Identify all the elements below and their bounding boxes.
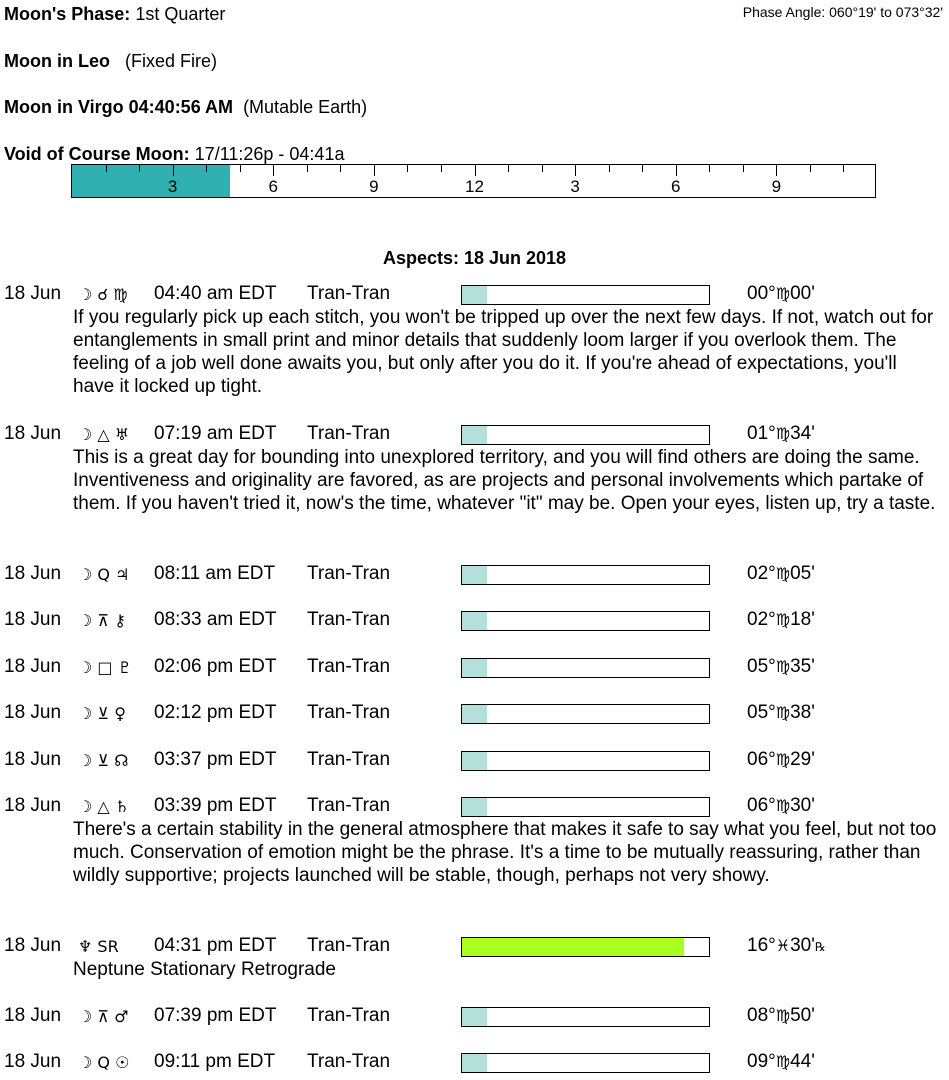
aspect-strength-bar	[461, 937, 710, 957]
timeline-tick	[508, 165, 509, 172]
aspect-glyphs-icon: ♆ SR	[78, 937, 119, 956]
aspect-time: 02:12 pm EDT	[154, 702, 277, 723]
timeline-hour-label: 9	[771, 177, 782, 196]
timeline-tick	[609, 165, 610, 172]
zodiac-sign-icon: ♍	[775, 750, 791, 769]
aspect-glyphs-icon: ☽ Q ♃	[78, 565, 130, 584]
aspect-row	[0, 1005, 949, 1029]
void-of-course	[4, 144, 344, 165]
aspect-glyphs-icon: ☽ ⊼ ⚷	[78, 611, 126, 630]
position-degrees: 02°	[747, 609, 776, 630]
position-degrees: 09°	[747, 1051, 776, 1072]
aspect-type: Tran-Tran	[307, 935, 391, 956]
aspect-glyphs-icon: ☽ ⊻ ♀	[78, 704, 126, 723]
zodiac-sign-icon: ♍	[775, 657, 791, 676]
timeline-tick	[542, 165, 543, 172]
position-minutes: 05'	[790, 563, 815, 584]
timeline-hour-label: 6	[671, 177, 681, 196]
aspect-type: Tran-Tran	[307, 563, 391, 584]
position-minutes: 35'	[790, 656, 815, 677]
aspect-strength-bar	[461, 704, 710, 724]
aspect-strength-bar	[461, 425, 710, 445]
timeline-tick	[810, 165, 811, 172]
moon-phase-label: Moon's Phase:	[4, 4, 131, 24]
aspect-type: Tran-Tran	[307, 702, 391, 723]
aspect-glyphs-icon: ☽ Q ☉	[78, 1053, 130, 1072]
moon-ingress-label: Moon in Virgo 04:40:56 AM	[4, 97, 234, 117]
timeline-hour-label: 9	[369, 177, 379, 196]
aspect-strength-fill	[462, 798, 487, 816]
timeline-tick	[240, 165, 241, 172]
aspect-strength-bar	[461, 658, 710, 678]
aspect-row	[0, 609, 949, 633]
aspect-time: 07:39 pm EDT	[154, 1005, 277, 1026]
moon-ingress	[4, 97, 367, 118]
timeline-hour-label: 3	[570, 177, 580, 196]
aspect-row	[0, 795, 949, 819]
aspect-strength-fill	[462, 752, 487, 770]
aspect-description: Neptune Stationary Retrograde	[73, 959, 336, 980]
aspect-date: 18 Jun	[4, 656, 62, 677]
aspect-strength-fill	[462, 659, 487, 677]
aspect-time: 02:06 pm EDT	[154, 656, 277, 677]
zodiac-sign-icon: ♍	[775, 610, 791, 629]
timeline-tick	[475, 165, 476, 176]
aspect-row	[0, 935, 949, 959]
aspect-time: 08:11 am EDT	[154, 563, 276, 584]
aspect-date: 18 Jun	[4, 702, 62, 723]
aspect-strength-bar	[461, 565, 710, 585]
aspect-strength-bar	[461, 285, 710, 305]
position-minutes: 18'	[790, 609, 815, 630]
aspect-strength-fill	[462, 938, 684, 956]
position-degrees: 08°	[747, 1005, 776, 1026]
aspect-strength-fill	[462, 705, 487, 723]
timeline-hour-label: 3	[167, 177, 178, 196]
moon-ingress-element: (Mutable Earth)	[243, 97, 368, 117]
timeline-tick	[575, 165, 576, 176]
timeline-tick	[441, 165, 442, 172]
timeline-hour-label: 6	[268, 177, 278, 196]
aspect-position	[747, 423, 815, 445]
position-minutes: 38'	[790, 702, 815, 723]
aspect-position	[747, 795, 815, 817]
position-minutes: 30'	[790, 935, 815, 956]
aspect-type: Tran-Tran	[307, 423, 391, 444]
zodiac-sign-icon: ♍	[775, 564, 791, 583]
timeline-tick	[340, 165, 341, 172]
zodiac-sign-icon: ♓	[775, 936, 791, 955]
aspect-position	[747, 283, 815, 305]
moon-sign-element: (Fixed Fire)	[125, 51, 218, 71]
aspect-type: Tran-Tran	[307, 609, 391, 630]
moon-sign	[4, 51, 217, 72]
aspect-strength-bar	[461, 611, 710, 631]
aspect-date: 18 Jun	[4, 935, 62, 956]
zodiac-sign-icon: ♍	[775, 1006, 791, 1025]
retrograde-icon: ℞	[814, 940, 826, 954]
position-degrees: 02°	[747, 563, 776, 584]
aspect-type: Tran-Tran	[307, 749, 391, 770]
aspect-description: There's a certain stability in the general atmosphere that makes it safe to say what you feel, but not too much. Conservation of emotion might be the phrase. It's a time to be mutually reassuring, rather than wildly supportive; projects launched will be stable, though, perhaps not very showy.	[73, 819, 937, 886]
aspect-glyphs-icon: ☽ ⊻ ☊	[78, 751, 129, 770]
aspect-strength-bar	[461, 797, 710, 817]
position-minutes: 00'	[790, 283, 815, 304]
timeline-tick	[273, 165, 274, 176]
position-minutes: 29'	[790, 749, 815, 770]
aspect-date: 18 Jun	[4, 609, 62, 630]
position-minutes: 44'	[790, 1051, 815, 1072]
aspect-position	[747, 656, 815, 678]
aspect-strength-fill	[462, 1054, 487, 1072]
aspect-time: 04:31 pm EDT	[154, 935, 277, 956]
aspect-strength-fill	[462, 1008, 487, 1026]
timeline-tick	[139, 165, 140, 172]
aspect-row	[0, 656, 949, 680]
position-degrees: 05°	[747, 702, 776, 723]
aspect-date: 18 Jun	[4, 1005, 62, 1026]
aspect-date: 18 Jun	[4, 795, 62, 816]
aspect-row	[0, 749, 949, 773]
aspect-strength-fill	[462, 566, 487, 584]
aspect-strength-fill	[462, 426, 487, 444]
aspect-row	[0, 283, 949, 307]
timeline-tick	[676, 165, 677, 176]
timeline-tick	[843, 165, 844, 172]
position-minutes: 50'	[790, 1005, 815, 1026]
aspect-time: 09:11 pm EDT	[154, 1051, 276, 1072]
aspect-time: 08:33 am EDT	[154, 609, 277, 630]
aspect-strength-bar	[461, 751, 710, 771]
timeline-tick	[307, 165, 308, 172]
timeline-tick	[206, 165, 207, 172]
timeline-tick	[374, 165, 375, 176]
aspect-description: If you regularly pick up each stitch, you won't be tripped up over the next few days. If not, watch out for entanglements in small print and minor details that suddenly loom larger if you overlook them. The feeling of a job well done awaits you, but only after you do it. If you're ahead of expectations, you'll have it locked up tight.	[73, 307, 934, 397]
position-degrees: 06°	[747, 749, 776, 770]
phase-angle: Phase Angle: 060°19' to 073°32'	[742, 4, 943, 20]
aspect-position	[747, 563, 815, 585]
timeline-tick	[776, 165, 777, 176]
aspect-position	[747, 1005, 815, 1027]
aspect-type: Tran-Tran	[307, 656, 391, 677]
aspect-position	[747, 1051, 815, 1073]
moon-phase	[4, 4, 225, 25]
position-degrees: 06°	[747, 795, 776, 816]
position-degrees: 05°	[747, 656, 776, 677]
aspect-type: Tran-Tran	[307, 1051, 391, 1072]
moon-sign-label: Moon in Leo	[4, 51, 110, 71]
aspect-glyphs-icon: ☽ □ ♇	[78, 658, 132, 677]
timeline-tick	[407, 165, 408, 172]
moon-phase-value: 1st Quarter	[135, 4, 226, 24]
position-degrees: 01°	[747, 423, 776, 444]
aspect-description: This is a great day for bounding into unexplored territory, and you will find others are doing the same. Inventiveness and originality are favored, as are projects and personal involvements which partake of them. If you haven't tried it, now's the time, whatever "it" may be. Open your eyes, listen up, try a taste.	[73, 447, 936, 514]
timeline-tick	[709, 165, 710, 172]
zodiac-sign-icon: ♍	[775, 1052, 791, 1071]
aspect-strength-bar	[461, 1007, 710, 1027]
voc-label: Void of Course Moon:	[4, 144, 190, 164]
timeline-tick	[642, 165, 643, 172]
aspect-time: 04:40 am EDT	[154, 283, 277, 304]
aspect-date: 18 Jun	[4, 563, 62, 584]
position-degrees: 00°	[747, 283, 776, 304]
zodiac-sign-icon: ♍	[775, 796, 791, 815]
aspect-position	[747, 749, 815, 771]
aspect-strength-bar	[461, 1053, 710, 1073]
position-minutes: 34'	[790, 423, 815, 444]
aspect-glyphs-icon: ☽ △ ♅	[78, 425, 130, 444]
aspect-position	[747, 609, 815, 631]
aspect-date: 18 Jun	[4, 749, 62, 770]
aspect-row	[0, 702, 949, 726]
aspect-time: 07:19 am EDT	[154, 423, 277, 444]
aspect-date: 18 Jun	[4, 283, 62, 304]
aspect-glyphs-icon: ☽ △ ♄	[78, 797, 130, 816]
aspect-glyphs-icon: ☽ ☌ ♍	[78, 285, 128, 304]
aspect-date: 18 Jun	[4, 1051, 62, 1072]
aspect-position	[747, 935, 826, 957]
aspect-row	[0, 1051, 949, 1075]
timeline-tick	[743, 165, 744, 172]
timeline-tick	[106, 165, 107, 172]
aspect-glyphs-icon: ☽ ⊼ ♂	[78, 1007, 129, 1026]
aspect-type: Tran-Tran	[307, 283, 391, 304]
position-degrees: 16°	[747, 935, 776, 956]
aspect-type: Tran-Tran	[307, 1005, 391, 1026]
void-of-course-timeline	[71, 164, 876, 198]
position-minutes: 30'	[790, 795, 815, 816]
aspect-row	[0, 563, 949, 587]
zodiac-sign-icon: ♍	[775, 424, 791, 443]
aspect-time: 03:37 pm EDT	[154, 749, 277, 770]
timeline-tick	[173, 165, 174, 176]
voc-value: 17/11:26p - 04:41a	[194, 144, 345, 164]
aspects-title: Aspects: 18 Jun 2018	[382, 248, 567, 268]
aspect-strength-fill	[462, 286, 487, 304]
timeline-hour-label: 12	[465, 177, 484, 196]
aspect-row	[0, 423, 949, 447]
aspect-strength-fill	[462, 612, 487, 630]
zodiac-sign-icon: ♍	[775, 703, 791, 722]
aspect-date: 18 Jun	[4, 423, 62, 444]
zodiac-sign-icon: ♍	[775, 284, 791, 303]
aspect-position	[747, 702, 815, 724]
aspect-type: Tran-Tran	[307, 795, 391, 816]
aspect-time: 03:39 pm EDT	[154, 795, 277, 816]
